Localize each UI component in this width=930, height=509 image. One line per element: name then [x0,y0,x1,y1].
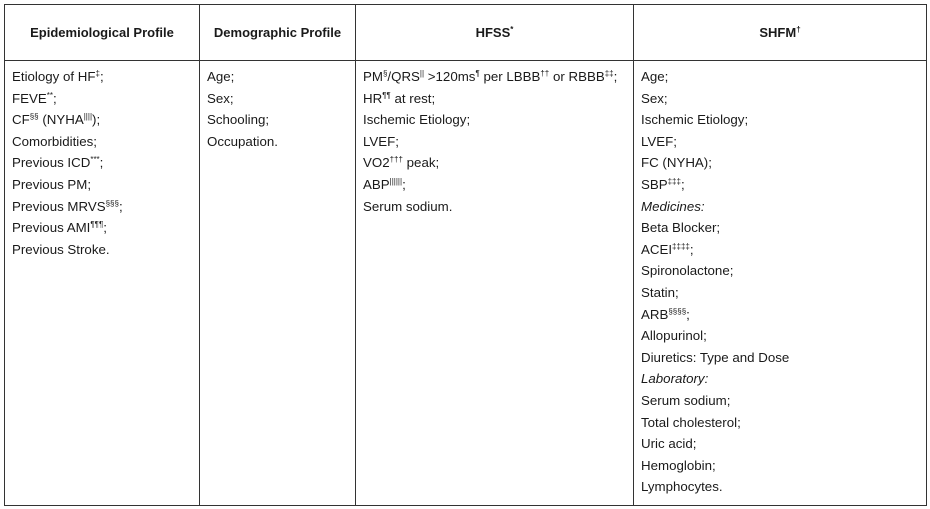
item-text: VO2 [363,155,390,171]
item-text: ABP [363,176,390,192]
item-text: Schooling; [207,112,270,128]
item-text: Serum sodium; [641,392,731,408]
header-epidemiological [5,5,200,61]
footnote-mark: §§§ [105,198,119,208]
list-item [12,109,192,131]
list-item [207,131,348,153]
footnote-mark: ** [46,90,53,100]
list-item [641,196,919,218]
footnote-mark: |||| [83,112,93,122]
item-text: Age; [641,69,669,84]
list-item [363,131,626,153]
list-item [641,174,919,196]
footnote-mark: *** [90,155,100,165]
item-text: at rest; [390,90,436,106]
header-label: Demographic Profile [213,25,342,40]
list-item [641,88,919,110]
list-item [363,196,626,218]
header-hfss [356,5,634,61]
item-text: Comorbidities; [12,133,97,149]
list-item [641,347,919,369]
item-text: Spironolactone; [641,263,734,279]
item-text: ; [402,176,406,192]
item-text: Previous Stroke. [12,241,110,257]
footnote-mark: §§ [29,112,39,122]
footnote-mark: ‡ [95,69,100,78]
item-text: Allopurinol; [641,328,707,344]
list-item [641,325,919,347]
footnote-mark: § [382,69,388,78]
epidemiological-cell [5,61,200,506]
item-text: Previous ICD [12,155,91,171]
item-text: >120ms [424,69,476,84]
item-text: ; [613,69,618,84]
header-label: Epidemiological Profile [30,25,174,40]
item-text: Sex; [641,90,668,106]
list-item [641,109,919,131]
list-item [12,174,192,196]
item-text: Serum sodium. [363,198,453,214]
item-text: ; [689,241,694,257]
item-text: FC (NYHA); [641,155,712,171]
item-text: LVEF; [641,133,677,149]
list-item [641,260,919,282]
item-text: Uric acid; [641,436,697,452]
list-item [12,131,192,153]
item-text: Previous AMI [12,220,91,236]
item-text: ; [118,198,123,214]
list-item [363,88,626,110]
footnote-mark: ¶ [475,69,480,78]
header-demographic [200,5,356,61]
hfss-cell [356,61,634,506]
list-item [12,152,192,174]
item-text: /QRS [387,69,420,84]
list-item [641,239,919,261]
footnote-mark: ††† [389,155,403,165]
list-item [12,239,192,261]
list-item [363,152,626,174]
item-text: LVEF; [363,133,399,149]
body-row [5,61,927,506]
item-text: Total cholesterol; [641,414,741,430]
header-label: HFSS [475,25,511,40]
list-item [12,88,192,110]
item-text: (NYHA [38,112,84,128]
item-text: or RBBB [549,69,605,84]
item-text: Hemoglobin; [641,457,716,473]
list-item [641,433,919,455]
list-item [207,88,348,110]
item-text: PM [363,69,383,84]
item-text: Lymphocytes. [641,479,723,495]
footnote-mark: ‡‡ [604,69,614,78]
list-item [641,304,919,326]
item-text: per LBBB [479,69,541,84]
footnote-mark: |||||| [389,176,403,186]
list-item [641,131,919,153]
item-text: Laboratory: [641,371,709,387]
item-text: Previous PM; [12,176,92,192]
item-text: Diuretics: Type and Dose [641,349,790,365]
list-item [641,368,919,390]
footnote-mark: †† [540,69,550,78]
item-text: Medicines: [641,198,705,214]
item-text: Occupation. [207,133,278,149]
item-text: ); [92,112,101,128]
shfm-cell [634,61,927,506]
demographic-cell [200,61,356,506]
header-label: SHFM [759,25,797,40]
item-text: ; [99,69,104,84]
list-item [641,390,919,412]
list-item [641,282,919,304]
profile-table [4,4,927,506]
item-text: Etiology of HF [12,69,96,84]
list-item [207,66,348,88]
item-text: FEVE [12,90,47,106]
item-text: SBP [641,176,668,192]
item-text: Sex; [207,90,234,106]
header-shfm [634,5,927,61]
item-text: peak; [402,155,440,171]
list-item [641,476,919,498]
item-text: ARB [641,306,669,322]
item-text: Beta Blocker; [641,220,721,236]
item-text: ; [686,306,690,322]
list-item [641,412,919,434]
footnote-mark: §§§§ [668,306,687,316]
item-text: Ischemic Etiology; [363,112,471,128]
list-item [12,217,192,239]
item-text: ; [680,176,685,192]
footnote-mark: * [510,25,514,34]
item-text: ; [99,155,104,171]
item-text: HR [363,90,383,106]
header-row [5,5,927,61]
item-text: Age; [207,69,235,84]
item-text: Previous MRVS [12,198,106,214]
list-item [207,109,348,131]
list-item [641,455,919,477]
footnote-mark: || [419,69,425,78]
list-item [363,66,626,88]
list-item [641,66,919,88]
list-item [363,174,626,196]
item-text: ; [103,220,107,236]
footnote-mark: † [796,25,801,34]
item-text: ACEI [641,241,673,257]
list-item [363,109,626,131]
list-item [12,196,192,218]
footnote-mark: ‡‡‡ [667,176,681,186]
item-text: ; [52,90,57,106]
footnote-mark: ‡‡‡‡ [672,241,690,251]
item-text: Ischemic Etiology; [641,112,749,128]
item-text: Statin; [641,284,679,300]
list-item [12,66,192,88]
item-text: CF [12,112,30,128]
footnote-mark: ¶¶¶ [90,220,104,230]
footnote-mark: ¶¶ [382,90,391,100]
list-item [641,217,919,239]
list-item [641,152,919,174]
